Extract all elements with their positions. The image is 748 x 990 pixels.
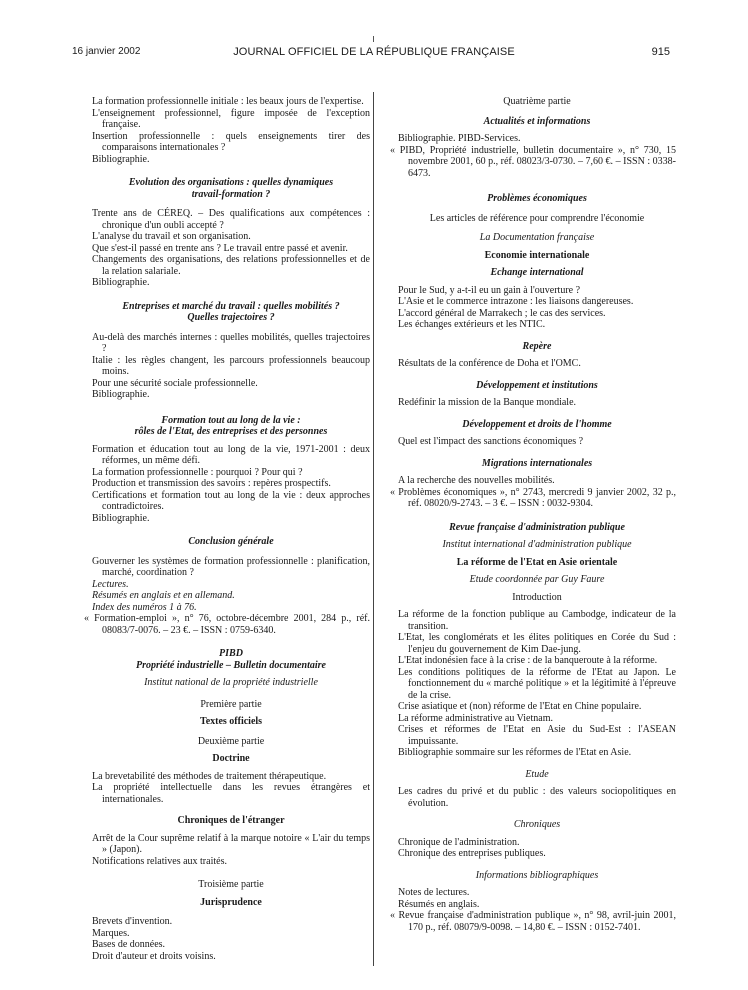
section-subtitle: Etude coordonnée par Guy Faure xyxy=(469,574,605,585)
list-item: Certifications et formation tout au long de la vie : deux approches contradictoires. xyxy=(92,489,370,512)
header-date: 16 janvier 2002 xyxy=(72,46,141,57)
list-item: Au-delà des marchés internes : quelles mobilités, quelles trajectoires ? xyxy=(92,331,370,354)
subsection-title: Chroniques de l'étranger xyxy=(177,815,285,826)
list-item: Brevets d'invention. xyxy=(92,916,173,927)
subsection-title: Développement et droits de l'homme xyxy=(462,418,612,430)
section-title: Propriété industrielle – Bulletin documentaire xyxy=(135,659,326,671)
list-item: La brevetabilité des méthodes de traitement thérapeutique. xyxy=(92,770,327,782)
part-heading: Deuxième partie xyxy=(197,735,265,747)
subsection-title: Développement et institutions xyxy=(476,379,598,391)
subsection-title: Etude xyxy=(525,768,549,780)
list-item: Trente ans de CÉREQ. – Des qualifications aux compétences : chronique d'un oubli accepté ? xyxy=(92,208,370,231)
subsection-title: Informations bibliographiques xyxy=(475,869,599,881)
subsection-title: Migrations internationales xyxy=(481,457,593,469)
section-title: Revue française d'administration publique xyxy=(449,521,625,533)
list-item: L'enseignement professionnel, figure imposée de l'exception française. xyxy=(92,107,370,130)
section-title: Quelles trajectoires ? xyxy=(187,312,275,323)
section-title: PIBD xyxy=(219,648,243,659)
list-item: Chronique de l'administration. xyxy=(398,836,520,848)
list-item: Crises et réformes de l'Etat en Asie du Sud-Est : l'ASEAN impuissante. xyxy=(398,724,676,747)
list-item: La propriété intellectuelle dans les revues étrangères et internationales. xyxy=(92,782,370,805)
list-item: Gouverner les systèmes de formation professionnelle : planification, marché, coordination ? xyxy=(92,555,370,578)
list-item: La réforme administrative au Vietnam. xyxy=(398,712,553,724)
publication-reference: « PIBD, Propriété industrielle, bulletin documentaire », n° 730, 15 novembre 2001, 60 p., réf. 08023/3-0730. – 7,60 €. – ISSN : 0338-6473. xyxy=(390,144,676,179)
list-item: A la recherche des nouvelles mobilités. xyxy=(398,475,555,486)
section-title: Formation tout au long de la vie : xyxy=(161,414,301,426)
list-item: L'Etat, les conglomérats et les élites politiques en Corée du Sud : l'enjeu du gouvernement de Kim Dae-jung. xyxy=(398,632,676,655)
right-column xyxy=(390,96,676,933)
list-item: Les conditions politiques de la réforme de l'Etat au Japon. Le fonctionnement du « marché politique » et la légitimité à l'épreuve de la crise. xyxy=(398,666,676,701)
list-item: Marques. xyxy=(92,927,130,939)
part-heading: Quatrième partie xyxy=(503,96,571,107)
list-item: La formation professionnelle : pourquoi ? Pour qui ? xyxy=(92,466,303,478)
list-item: L'Etat indonésien face à la crise : de la banqueroute à la réforme. xyxy=(398,655,658,666)
subsection-title: Textes officiels xyxy=(199,716,263,727)
list-item: Index des numéros 1 à 76. xyxy=(92,601,197,613)
list-item: Que s'est-il passé en trente ans ? Le travail entre passé et avenir. xyxy=(92,242,348,254)
part-heading: Introduction xyxy=(512,591,562,603)
section-title: Evolution des organisations : quelles dynamiques travail-formation ? xyxy=(128,177,334,200)
list-item: Formation et éducation tout au long de la vie, 1971-2001 : deux réformes, un même défi. xyxy=(92,443,370,466)
section-title: Entreprises et marché du travail : quelles mobilités ? xyxy=(122,300,340,312)
list-item: Pour le Sud, y a-t-il eu un gain à l'ouverture ? xyxy=(398,284,581,296)
list-item: Changements des organisations, des relations professionnelles et de la relation salariale. xyxy=(92,254,370,277)
list-item: Bibliographie. xyxy=(92,512,150,524)
publisher-name: Institut national de la propriété industrielle xyxy=(144,677,318,688)
list-item: Notifications relatives aux traités. xyxy=(92,855,227,867)
list-item: Notes de lectures. xyxy=(398,887,470,898)
list-item: Production et transmission des savoirs : repères prospectifs. xyxy=(92,478,331,489)
list-item: Bases de données. xyxy=(92,939,166,950)
list-item: Chronique des entreprises publiques. xyxy=(398,848,546,859)
list-item: L'accord général de Marrakech ; le cas des services. xyxy=(398,307,606,319)
subsection-title: Chroniques xyxy=(513,819,561,830)
list-item: Bibliographie. xyxy=(92,389,150,400)
list-item: Crise asiatique et (non) réforme de l'Etat en Chine populaire. xyxy=(398,701,642,712)
publication-reference: « Problèmes économiques », n° 2743, mercredi 9 janvier 2002, 32 p., réf. 08020/9-2743. – 3 €. – ISSN : 0032-9304. xyxy=(390,486,676,509)
subsection-title: Jurisprudence xyxy=(200,896,262,908)
list-item: Quel est l'impact des sanctions économiques ? xyxy=(398,436,584,447)
publication-reference: « Formation-emploi », n° 76, octobre-décembre 2001, 284 p., réf. 08083/7-0076. – 23 €. – ISSN : 0759-6340. xyxy=(84,613,370,636)
subsection-title: Doctrine xyxy=(212,753,250,764)
list-item: Bibliographie sommaire sur les réformes de l'Etat en Asie. xyxy=(398,747,632,758)
part-heading: Première partie xyxy=(200,698,262,710)
left-column xyxy=(84,96,370,962)
list-item: Lectures. xyxy=(92,578,129,590)
list-item: Redéfinir la mission de la Banque mondiale. xyxy=(398,397,577,408)
section-subtitle: Les articles de référence pour comprendre l'économie xyxy=(429,212,645,224)
list-item: L'analyse du travail et son organisation. xyxy=(92,231,251,242)
header-page-number: 915 xyxy=(651,46,670,58)
list-item: Bibliographie. xyxy=(92,277,150,288)
section-title: Problèmes économiques xyxy=(487,193,587,204)
subsection-title: Repère xyxy=(522,340,552,352)
subsection-title: La réforme de l'Etat en Asie orientale xyxy=(456,556,618,568)
list-item: Bibliographie. PIBD-Services. xyxy=(398,133,521,144)
list-item: Les échanges extérieurs et les NTIC. xyxy=(398,319,546,330)
subsection-title: Actualités et informations xyxy=(483,115,591,127)
publisher-name: La Documentation française xyxy=(479,232,595,243)
subsection-title: Economie internationale xyxy=(484,249,590,261)
list-item: Les cadres du privé et du public : des valeurs sociopolitiques en évolution. xyxy=(398,786,676,809)
page-header xyxy=(0,46,748,62)
list-item: Résultats de la conférence de Doha et l'OMC. xyxy=(398,358,581,369)
top-center-mark xyxy=(373,36,374,42)
publisher-name: Institut international d'administration publique xyxy=(442,539,632,550)
header-journal-title: JOURNAL OFFICIEL DE LA RÉPUBLIQUE FRANÇAISE xyxy=(233,46,515,58)
list-item: Pour une sécurité sociale professionnelle. xyxy=(92,377,258,389)
list-item: Italie : les règles changent, les parcours professionnels beaucoup moins. xyxy=(92,354,370,377)
list-item: Résumés en anglais et en allemand. xyxy=(92,590,235,601)
list-item: Droit d'auteur et droits voisins. xyxy=(92,950,216,962)
section-title: Conclusion générale xyxy=(188,536,274,547)
column-divider xyxy=(373,92,374,966)
list-item: L'Asie et le commerce intrazone : les liaisons dangereuses. xyxy=(398,296,634,307)
list-item: Résumés en anglais. xyxy=(398,898,480,910)
section-title: rôles de l'Etat, des entreprises et des personnes xyxy=(134,426,328,437)
subsection-title: Echange international xyxy=(490,267,584,278)
list-item: La formation professionnelle initiale : les beaux jours de l'expertise. xyxy=(92,96,364,107)
list-item: La réforme de la fonction publique au Cambodge, indicateur de la transition. xyxy=(398,609,676,632)
list-item: Arrêt de la Cour suprême relatif à la marque notoire « L'air du temps » (Japon). xyxy=(92,832,370,855)
list-item: Insertion professionnelle : quels enseignements tirer des comparaisons internationales ? xyxy=(92,130,370,153)
part-heading: Troisième partie xyxy=(198,879,264,890)
list-item: Bibliographie. xyxy=(92,153,150,165)
publication-reference: « Revue française d'administration publique », n° 98, avril-juin 2001, 170 p., réf. 08079/9-0098. – 14,80 €. – ISSN : 0152-7401. xyxy=(390,910,676,933)
